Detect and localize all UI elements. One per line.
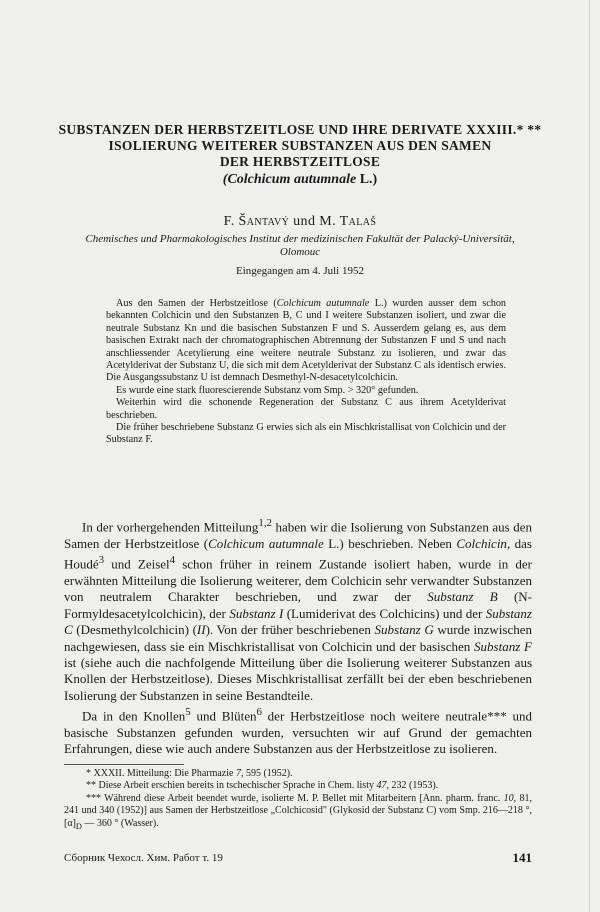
abstract-paragraph-4: Die früher beschriebene Substanz G erwies sich als ein Mischkristallisat von Colchicin und der Substanz F.	[106, 422, 506, 446]
footnote-text: , 595 (1952).	[240, 768, 293, 779]
abstract-paragraph-2: Es wurde eine stark fluorescierende Substanz vom Smp. > 320° gefunden.	[116, 384, 419, 396]
body-latin: Colchicum autumnale	[208, 535, 324, 551]
reference-marker: 5	[185, 706, 191, 719]
author-joiner: und	[293, 214, 316, 229]
body-text: ist (siehe auch die nachfolgende Mitteilung über die Isolierung weiterer Substanzen aus Knollen der Herbstzeitlose). Dieses Mischkristallisat zerfällt bei der eben beschriebenen Isolierung der Substanzen in seine Bestandteile.	[64, 654, 532, 703]
reference-marker: 6	[256, 706, 262, 719]
received-date: Eingegangen am 4. Juli 1952	[235, 265, 364, 277]
body-text: der Herbstzeitlose noch weitere neutrale*** und basische Substanzen gefunden wurden, versuchten wir auf Grund der gemachten Erfahrungen, diese wie auch andere Substanzen aus der Herbstzeitlose zu isolieren.	[64, 708, 532, 757]
title-line-2: ISOLIERUNG WEITERER SUBSTANZEN AUS DEN SAMEN	[108, 138, 492, 153]
main-text	[64, 515, 532, 758]
abstract-paragraph-3: Weiterhin wird die schonende Regeneration der Substanz C aus ihrem Acetylderivat beschrieben.	[106, 397, 506, 421]
title-latin: (Colchicum autumnale	[222, 172, 357, 187]
page-edge-rule	[589, 0, 590, 912]
affiliation	[40, 233, 560, 259]
body-text: haben wir die Isolierung von Substanzen aus den Samen der Herbstzeitlose (	[64, 519, 532, 551]
body-text: (Lumiderivat des Colchicins) und der	[283, 605, 486, 621]
reference-marker: 1,2	[258, 517, 272, 529]
footnote-volume: 47	[376, 780, 387, 792]
author-1: F. Šantavý	[223, 214, 290, 229]
footnote-text: *** Während diese Arbeit beendet wurde, isolierte M. P. Bellet mit Mitarbeitern [Ann. pharm. franc.	[86, 792, 504, 804]
body-term: Substanz C	[64, 605, 532, 638]
footnote-volume: 10	[503, 792, 514, 804]
running-footer: Сборник Чехосл. Хим. Работ т. 19	[64, 852, 223, 864]
body-term: II	[196, 622, 206, 638]
body-text: In der vorhergehenden Mitteilung	[82, 519, 259, 535]
abstract-text: L.) wurden ausser dem schon bekannten Colchicin und den Substanzen B, C und I weitere Substanzen isoliert, und zwar die neutrale Substanz Kn und die basischen Substanzen F und S. Ausserdem gelang es, aus dem basischen Extrakt nach der chromatographischen Abtrennung der Substanzen F und S und nach anschliessender Acetylierung eine weitere neutrale Substanz zu isolieren, und zwar das Acetylderivat der Substanz U, die sich mit dem Acetylderivat der Substanz C als identisch erwies. Die Ausgangssubstanz U ist demnach Desmethyl-N-desacetylcolchicin.	[106, 298, 507, 384]
body-term: Substanz B	[427, 589, 498, 605]
body-text: (Desmethylcolchicin) (	[72, 622, 197, 638]
page-number: 141	[512, 850, 532, 865]
body-text: Da in den Knollen	[82, 708, 186, 724]
footnote-text: , 232 (1953).	[386, 780, 439, 792]
body-text: L.) beschrieben. Neben	[323, 535, 457, 551]
body-paragraph-2	[64, 704, 532, 758]
footnote-subscript: D	[75, 821, 82, 831]
body-term: Colchicin	[456, 535, 507, 551]
footnote-text: ** Diese Arbeit erschien bereits in tschechischer Sprache in Chem. listy	[86, 780, 377, 792]
reference-marker: 3	[98, 554, 105, 567]
footnote-text: , 81, 241 und 340 (1952)] aus Samen der Herbstzeitlose „Colchicosid" (Glykosid der Substanz C) vom Smp. 216—218 °, [α]	[64, 792, 533, 829]
affiliation-line-2: Olomouc	[279, 246, 321, 258]
body-term: Substanz G	[374, 622, 434, 638]
author-2: M. Talaš	[319, 214, 377, 229]
footnote-volume: 7	[235, 768, 241, 779]
footnote-1	[64, 768, 532, 780]
authors	[40, 214, 560, 230]
title-latin-name	[40, 171, 560, 189]
article-title	[40, 122, 560, 189]
body-text: schon früher in reinem Zustande isoliert haben, wurde in der erwähnten Mitteilung die Isolierung weiterer, dem Colchicin sehr verwandter Substanzen von neutralem Charakter beschrieben, und zwar der	[64, 556, 532, 605]
body-term: Substanz F	[474, 638, 533, 654]
body-text: wurde inzwischen nachgewiesen, dass sie ein Mischkristallisat von Colchicin und der basischen	[64, 622, 533, 654]
abstract-paragraph-1	[106, 298, 506, 385]
footnote-3	[64, 793, 532, 833]
title-line-1: SUBSTANZEN DER HERBSTZEITLOSE UND IHRE DERIVATE XXXIII.* **	[58, 122, 542, 137]
title-line-3: DER HERBSTZEITLOSE	[219, 154, 381, 169]
reference-marker: 4	[169, 554, 176, 567]
abstract-text: Aus den Samen der Herbstzeitlose (	[116, 298, 277, 309]
body-term: Substanz I	[229, 605, 284, 621]
body-text: , das Houdé	[64, 535, 532, 572]
footnote-rule	[64, 764, 184, 765]
affiliation-line-1: Chemisches und Pharmakologisches Institut der medizinischen Fakultät der Palacký-Universität,	[85, 233, 515, 245]
title-latin-end: L.)	[359, 172, 378, 187]
body-text: (N-Formyldesacetylcolchicin), der	[64, 589, 532, 621]
footnote-text: * XXXII. Mitteilung: Die Pharmazie	[86, 768, 236, 779]
body-text: ). Von der früher beschriebenen	[205, 622, 375, 638]
footnote-text: — 360 ° (Wasser).	[81, 817, 159, 829]
footnote-2	[64, 780, 532, 792]
body-text: und Zeisel	[104, 556, 170, 572]
abstract	[106, 298, 506, 447]
body-paragraph-1	[64, 515, 532, 704]
body-text: und Blüten	[190, 708, 257, 724]
footnotes	[64, 768, 532, 833]
abstract-latin: Colchicum autumnale	[276, 298, 370, 309]
